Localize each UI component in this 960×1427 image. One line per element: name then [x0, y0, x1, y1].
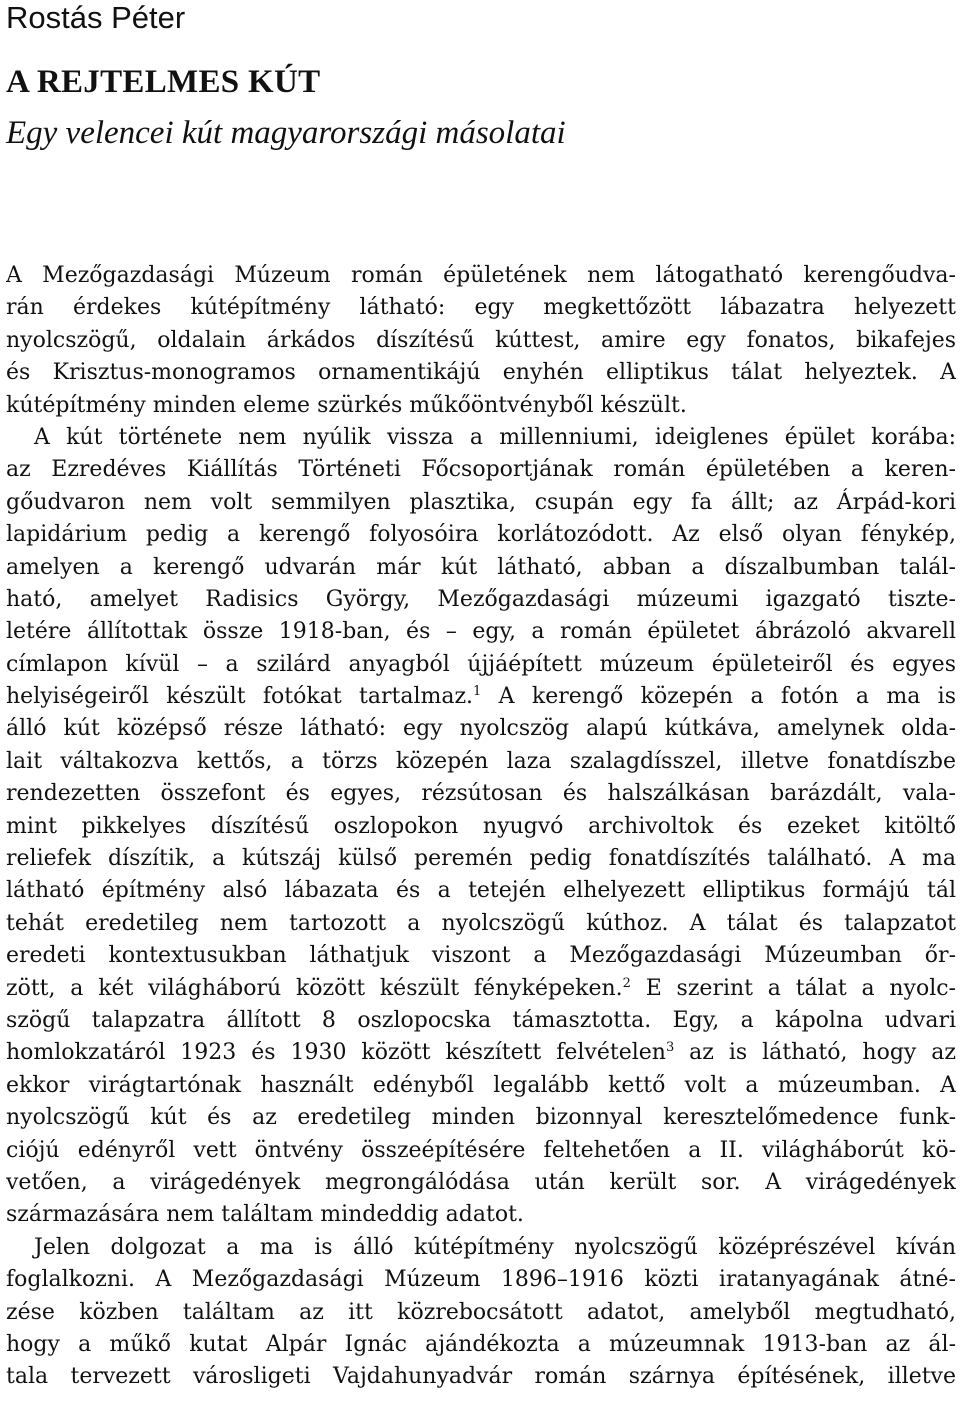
text-segment: homlokzatáról 1923 és 1930 között készített felvételen	[6, 1040, 666, 1066]
footnote-marker: 1	[473, 684, 482, 700]
text-line: álló kút középső része látható: egy nyolcszög alapú kútkáva, amelynek olda-	[6, 716, 956, 742]
text-line: szögű talapzatra állított 8 oszlopocska támasztotta. Egy, a kápolna udvari	[6, 1007, 956, 1033]
text-line: rán érdekes kútépítmény látható: egy megkettőzött lábazatra helyezett	[6, 295, 956, 321]
text-line: letére állítottak össze 1918-ban, és – egy, a román épületet ábrázoló akvarell	[6, 619, 956, 645]
text-line: származására nem találtam mindeddig adatot.	[6, 1202, 524, 1228]
paragraph-1	[6, 260, 956, 422]
text-line: mint pikkelyes díszítésű oszlopokon nyugvó archivoltok és ezeket kitöltő	[6, 813, 956, 839]
paragraph-2	[6, 422, 956, 1232]
text-line: ható, amelyet Radisics György, Mezőgazdasági múzeumi igazgató tiszte-	[6, 586, 956, 612]
text-segment: zött, a két világháború között készült fényképeken.	[6, 975, 623, 1001]
text-line: látható építmény alsó lábazata és a tetején elhelyezett elliptikus formájú tál	[6, 878, 956, 904]
paragraph-3	[6, 1232, 956, 1394]
text-line: A kút története nem nyúlik vissza a millenniumi, ideiglenes épület korába:	[34, 424, 956, 450]
text-line: lait váltakozva kettős, a törzs közepén laza szalagdísszel, illetve fonatdíszbe	[6, 748, 956, 774]
text-line: foglalkozni. A Mezőgazdasági Múzeum 1896–1916 közti iratanyagának átné-	[6, 1267, 956, 1293]
text-line	[6, 1037, 956, 1069]
text-line: nyolcszögű kút és az eredetileg minden bizonnyal keresztelőmedence funk-	[6, 1105, 956, 1131]
text-line: Jelen dolgozat a ma is álló kútépítmény nyolcszögű középrészével kíván	[34, 1234, 956, 1260]
text-segment: az is látható, hogy az	[674, 1040, 956, 1066]
article-title: A REJTELMES KÚT	[6, 64, 321, 100]
text-line: tehát eredetileg nem tartozott a nyolcszögű kúthoz. A tálat és talapzatot	[6, 910, 956, 936]
text-line: eredeti kontextusukban láthatjuk viszont a Mezőgazdasági Múzeumban őr-	[6, 943, 956, 969]
text-line: amelyen a kerengő udvarán már kút látható, abban a díszalbumban talál-	[6, 554, 956, 580]
text-line: címlapon kívül – a szilárd anyagból újjáépített múzeum épületeiről és egyes	[6, 651, 956, 677]
text-segment: E szerint a tálat a nyolc-	[630, 975, 956, 1001]
text-line: és Krisztus-monogramos ornamentikájú enyhén elliptikus tálat helyeztek. A	[6, 360, 956, 386]
text-line	[6, 973, 956, 1005]
text-line: hogy a műkő kutat Alpár Ignác ajándékozta a múzeumnak 1913-ban az ál-	[6, 1331, 956, 1357]
text-line: ekkor virágtartónak használt edényből legalább kettő volt a múzeumban. A	[6, 1072, 956, 1098]
text-line: az Ezredéves Kiállítás Történeti Főcsoportjának román épületében a keren-	[6, 457, 956, 483]
footnote-marker: 2	[622, 975, 631, 991]
text-line: reliefek díszítik, a kútszáj külső peremén pedig fonatdíszítés található. A ma	[6, 846, 956, 872]
text-line: A Mezőgazdasági Múzeum román épületének nem látogatható kerengőudva-	[6, 263, 956, 288]
text-line	[6, 681, 956, 713]
text-line: rendezetten összefont és egyes, rézsútosan és halszálkásan barázdált, vala-	[6, 781, 956, 807]
footnote-marker: 3	[665, 1040, 675, 1056]
text-line: vetően, a virágedények megrongálódása után került sor. A virágedények	[6, 1169, 956, 1195]
text-line: lapidárium pedig a kerengő folyosóira korlátozódott. Az első olyan fénykép,	[6, 522, 956, 548]
article-body	[6, 260, 956, 1394]
text-line: ciójú edényről vett öntvény összeépítésére feltehetően a II. világháborút kö-	[6, 1137, 956, 1163]
text-line: gőudvaron nem volt semmilyen plasztika, csupán egy fa állt; az Árpád-kori	[6, 489, 956, 515]
text-line: tala tervezett városligeti Vajdahunyadvár román szárnya építésének, illetve	[6, 1364, 956, 1390]
text-line: nyolcszögű, oldalain árkádos díszítésű kúttest, amire egy fonatos, bikafejes	[6, 327, 956, 353]
text-segment: helyiségeiről készült fotókat tartalmaz.	[6, 684, 474, 710]
article-subtitle: Egy velencei kút magyarországi másolatai	[6, 115, 566, 151]
text-line: zése közben találtam az itt közrebocsátott adatot, amelyből megtudható,	[6, 1299, 956, 1325]
text-line: kútépítmény minden eleme szürkés műkőöntvényből készült.	[6, 392, 687, 418]
text-segment: A kerengő közepén a fotón a ma is	[481, 684, 956, 710]
author-name: Rostás Péter	[6, 0, 186, 35]
